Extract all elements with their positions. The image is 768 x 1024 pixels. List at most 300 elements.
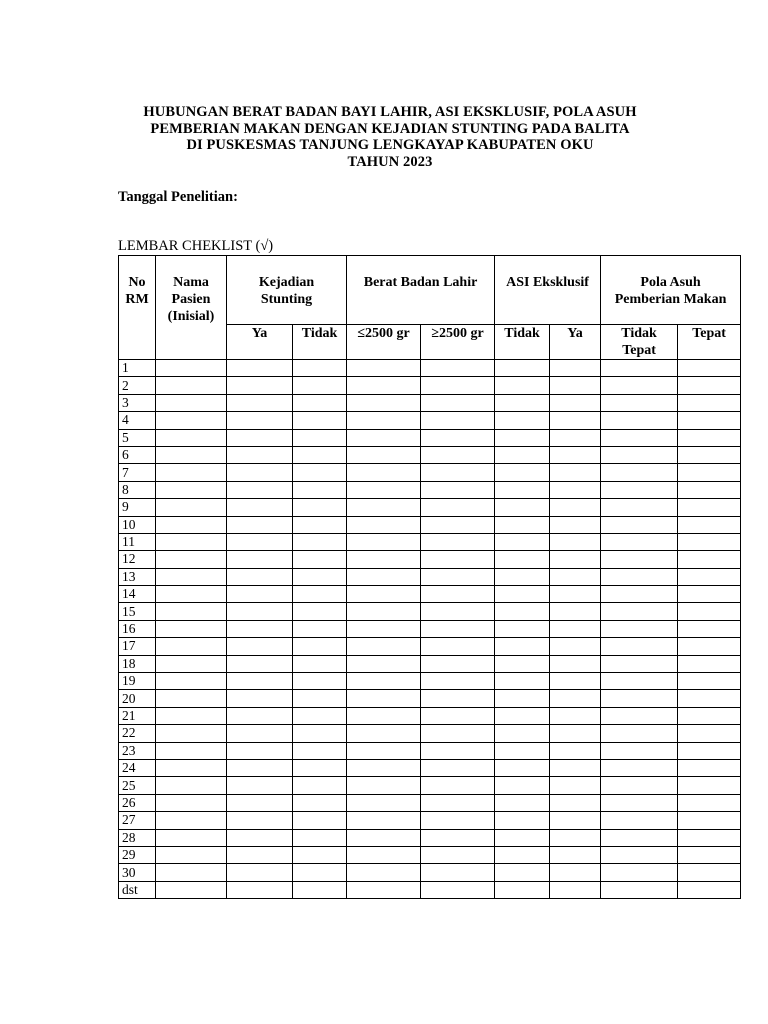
checklist-cell[interactable]: [421, 881, 495, 898]
checklist-cell[interactable]: [227, 707, 293, 724]
checklist-cell[interactable]: [156, 690, 227, 707]
checklist-cell[interactable]: [156, 673, 227, 690]
checklist-cell[interactable]: [495, 377, 550, 394]
checklist-cell[interactable]: [156, 446, 227, 463]
checklist-cell[interactable]: [678, 707, 741, 724]
checklist-cell[interactable]: [227, 516, 293, 533]
checklist-cell[interactable]: [601, 377, 678, 394]
checklist-cell[interactable]: [156, 846, 227, 863]
checklist-body: [119, 360, 741, 899]
checklist-cell[interactable]: [550, 533, 601, 550]
checklist-cell[interactable]: [347, 499, 421, 516]
checklist-cell[interactable]: [293, 464, 347, 481]
checklist-cell[interactable]: [601, 481, 678, 498]
checklist-cell[interactable]: [156, 864, 227, 881]
checklist-cell[interactable]: [347, 377, 421, 394]
checklist-cell[interactable]: [156, 777, 227, 794]
checklist-cell[interactable]: [678, 464, 741, 481]
checklist-cell[interactable]: [550, 690, 601, 707]
checklist-cell[interactable]: [678, 412, 741, 429]
header-kejadian-stunting: [227, 256, 347, 325]
checklist-cell[interactable]: [678, 446, 741, 463]
checklist-cell[interactable]: [550, 707, 601, 724]
checklist-cell[interactable]: [495, 777, 550, 794]
checklist-cell[interactable]: [227, 777, 293, 794]
checklist-cell[interactable]: [550, 777, 601, 794]
title-line: DI PUSKESMAS TANJUNG LENGKAYAP KABUPATEN OKU: [186, 137, 594, 153]
checklist-cell[interactable]: [347, 429, 421, 446]
checklist-cell[interactable]: [156, 499, 227, 516]
checklist-cell[interactable]: [421, 551, 495, 568]
checklist-cell[interactable]: [347, 603, 421, 620]
checklist-cell[interactable]: [601, 499, 678, 516]
checklist-cell[interactable]: [421, 603, 495, 620]
checklist-cell[interactable]: [678, 759, 741, 776]
checklist-cell[interactable]: [550, 481, 601, 498]
checklist-cell[interactable]: [421, 499, 495, 516]
checklist-cell[interactable]: [227, 881, 293, 898]
checklist-cell[interactable]: [156, 829, 227, 846]
checklist-cell[interactable]: [227, 655, 293, 672]
checklist-cell[interactable]: [293, 812, 347, 829]
checklist-cell[interactable]: [347, 794, 421, 811]
checklist-cell[interactable]: [601, 794, 678, 811]
checklist-cell[interactable]: [678, 360, 741, 377]
checklist-cell[interactable]: [421, 481, 495, 498]
checklist-cell[interactable]: [601, 690, 678, 707]
checklist-cell[interactable]: [421, 846, 495, 863]
checklist-cell[interactable]: [347, 586, 421, 603]
checklist-cell[interactable]: [550, 673, 601, 690]
checklist-cell[interactable]: [156, 551, 227, 568]
checklist-cell[interactable]: [550, 360, 601, 377]
checklist-cell[interactable]: [495, 638, 550, 655]
checklist-cell[interactable]: [495, 446, 550, 463]
checklist-cell[interactable]: [495, 481, 550, 498]
checklist-cell[interactable]: [678, 846, 741, 863]
checklist-cell[interactable]: [495, 360, 550, 377]
checklist-cell[interactable]: [156, 881, 227, 898]
checklist-cell[interactable]: [293, 412, 347, 429]
checklist-cell[interactable]: [550, 812, 601, 829]
checklist-cell[interactable]: [421, 586, 495, 603]
checklist-cell[interactable]: [678, 551, 741, 568]
checklist-cell[interactable]: [227, 829, 293, 846]
checklist-cell[interactable]: [293, 655, 347, 672]
checklist-cell[interactable]: [227, 499, 293, 516]
checklist-cell[interactable]: [156, 620, 227, 637]
checklist-cell[interactable]: [421, 429, 495, 446]
checklist-cell[interactable]: [550, 412, 601, 429]
checklist-cell[interactable]: [550, 829, 601, 846]
checklist-cell[interactable]: [156, 742, 227, 759]
checklist-cell[interactable]: [347, 638, 421, 655]
checklist-cell[interactable]: [293, 568, 347, 585]
checklist-cell[interactable]: [347, 464, 421, 481]
checklist-cell[interactable]: [678, 638, 741, 655]
header-pa-tidak-tepat: [601, 325, 678, 360]
table-row: [119, 568, 741, 585]
checklist-cell[interactable]: [347, 725, 421, 742]
checklist-cell[interactable]: [347, 516, 421, 533]
checklist-cell[interactable]: [601, 829, 678, 846]
checklist-cell[interactable]: [421, 707, 495, 724]
checklist-cell[interactable]: [550, 742, 601, 759]
checklist-cell[interactable]: [421, 516, 495, 533]
checklist-cell[interactable]: [347, 446, 421, 463]
checklist-cell[interactable]: [601, 655, 678, 672]
checklist-cell[interactable]: [227, 620, 293, 637]
header-berat-badan-lahir: [347, 256, 495, 325]
checklist-cell[interactable]: [550, 638, 601, 655]
checklist-cell[interactable]: [347, 412, 421, 429]
checklist-cell[interactable]: [601, 429, 678, 446]
checklist-cell[interactable]: [601, 881, 678, 898]
checklist-cell[interactable]: [421, 655, 495, 672]
checklist-cell[interactable]: [601, 846, 678, 863]
checklist-cell[interactable]: [601, 638, 678, 655]
checklist-cell[interactable]: [601, 586, 678, 603]
checklist-cell[interactable]: [421, 394, 495, 411]
checklist-cell[interactable]: [156, 794, 227, 811]
checklist-cell[interactable]: [227, 551, 293, 568]
checklist-cell[interactable]: [678, 829, 741, 846]
checklist-cell[interactable]: [156, 360, 227, 377]
checklist-cell[interactable]: [293, 429, 347, 446]
checklist-cell[interactable]: [421, 673, 495, 690]
checklist-cell[interactable]: [495, 673, 550, 690]
checklist-cell[interactable]: [495, 394, 550, 411]
checklist-cell[interactable]: [347, 673, 421, 690]
checklist-cell[interactable]: [293, 846, 347, 863]
checklist-cell[interactable]: [421, 829, 495, 846]
row-number: 11: [119, 533, 156, 550]
checklist-cell[interactable]: [421, 620, 495, 637]
checklist-cell[interactable]: [156, 586, 227, 603]
checklist-cell[interactable]: [550, 620, 601, 637]
checklist-cell[interactable]: [293, 446, 347, 463]
checklist-cell[interactable]: [601, 446, 678, 463]
checklist-cell[interactable]: [550, 551, 601, 568]
checklist-cell[interactable]: [421, 568, 495, 585]
checklist-cell[interactable]: [495, 412, 550, 429]
checklist-cell[interactable]: [347, 551, 421, 568]
checklist-cell[interactable]: [156, 603, 227, 620]
checklist-table: [118, 255, 741, 899]
row-number: dst: [119, 881, 156, 898]
checklist-cell[interactable]: [227, 464, 293, 481]
checklist-cell[interactable]: [550, 725, 601, 742]
checklist-cell[interactable]: [293, 864, 347, 881]
checklist-cell[interactable]: [293, 707, 347, 724]
checklist-cell[interactable]: [495, 864, 550, 881]
checklist-cell[interactable]: [550, 586, 601, 603]
checklist-cell[interactable]: [550, 446, 601, 463]
checklist-cell[interactable]: [678, 725, 741, 742]
checklist-cell[interactable]: [227, 603, 293, 620]
checklist-cell[interactable]: [227, 394, 293, 411]
checklist-cell[interactable]: [156, 638, 227, 655]
checklist-cell[interactable]: [421, 446, 495, 463]
checklist-cell[interactable]: [293, 533, 347, 550]
checklist-cell[interactable]: [678, 655, 741, 672]
checklist-cell[interactable]: [227, 673, 293, 690]
checklist-cell[interactable]: [495, 533, 550, 550]
checklist-cell[interactable]: [678, 481, 741, 498]
checklist-cell[interactable]: [678, 690, 741, 707]
checklist-cell[interactable]: [678, 673, 741, 690]
checklist-cell[interactable]: [678, 377, 741, 394]
checklist-cell[interactable]: [227, 568, 293, 585]
checklist-cell[interactable]: [421, 864, 495, 881]
checklist-cell[interactable]: [347, 881, 421, 898]
checklist-cell[interactable]: [495, 812, 550, 829]
header-text: Nama: [173, 275, 209, 290]
checklist-cell[interactable]: [347, 481, 421, 498]
checklist-cell[interactable]: [293, 638, 347, 655]
checklist-cell[interactable]: [550, 499, 601, 516]
checklist-cell[interactable]: [550, 516, 601, 533]
checklist-cell[interactable]: [550, 603, 601, 620]
checklist-cell[interactable]: [678, 429, 741, 446]
checklist-cell[interactable]: [156, 377, 227, 394]
checklist-cell[interactable]: [601, 620, 678, 637]
checklist-cell[interactable]: [227, 794, 293, 811]
checklist-cell[interactable]: [293, 586, 347, 603]
checklist-cell[interactable]: [601, 742, 678, 759]
table-row: [119, 846, 741, 863]
checklist-cell[interactable]: [678, 794, 741, 811]
table-row: [119, 533, 741, 550]
checklist-cell[interactable]: [347, 864, 421, 881]
checklist-cell[interactable]: [293, 481, 347, 498]
checklist-cell[interactable]: [601, 864, 678, 881]
checklist-cell[interactable]: [156, 568, 227, 585]
checklist-cell[interactable]: [601, 707, 678, 724]
checklist-cell[interactable]: [293, 603, 347, 620]
row-number: 18: [119, 655, 156, 672]
checklist-cell[interactable]: [156, 464, 227, 481]
checklist-cell[interactable]: [421, 742, 495, 759]
checklist-cell[interactable]: [421, 360, 495, 377]
checklist-cell[interactable]: [347, 533, 421, 550]
checklist-cell[interactable]: [495, 499, 550, 516]
checklist-cell[interactable]: [293, 499, 347, 516]
checklist-cell[interactable]: [421, 794, 495, 811]
checklist-cell[interactable]: [227, 533, 293, 550]
checklist-cell[interactable]: [421, 412, 495, 429]
checklist-cell[interactable]: [495, 881, 550, 898]
checklist-cell[interactable]: [347, 707, 421, 724]
checklist-cell[interactable]: [678, 586, 741, 603]
checklist-cell[interactable]: [601, 568, 678, 585]
checklist-cell[interactable]: [227, 759, 293, 776]
checklist-cell[interactable]: [601, 725, 678, 742]
checklist-cell[interactable]: [227, 446, 293, 463]
checklist-cell[interactable]: [293, 742, 347, 759]
checklist-cell[interactable]: [550, 464, 601, 481]
checklist-cell[interactable]: [495, 586, 550, 603]
header-bbl-le-2500: ≤2500 gr: [347, 325, 421, 360]
checklist-cell[interactable]: [601, 516, 678, 533]
checklist-cell[interactable]: [601, 812, 678, 829]
checklist-cell[interactable]: [347, 655, 421, 672]
header-text: Pola Asuh: [640, 275, 701, 290]
checklist-cell[interactable]: [495, 829, 550, 846]
checklist-cell[interactable]: [550, 794, 601, 811]
checklist-cell[interactable]: [227, 725, 293, 742]
checklist-cell[interactable]: [421, 533, 495, 550]
checklist-cell[interactable]: [550, 429, 601, 446]
checklist-cell[interactable]: [550, 759, 601, 776]
checklist-cell[interactable]: [347, 846, 421, 863]
checklist-cell[interactable]: [227, 742, 293, 759]
checklist-cell[interactable]: [678, 881, 741, 898]
checklist-cell[interactable]: [421, 464, 495, 481]
checklist-cell[interactable]: [293, 394, 347, 411]
checklist-cell[interactable]: [347, 759, 421, 776]
checklist-cell[interactable]: [156, 412, 227, 429]
checklist-cell[interactable]: [293, 829, 347, 846]
checklist-cell[interactable]: [293, 777, 347, 794]
checklist-cell[interactable]: [495, 516, 550, 533]
checklist-cell[interactable]: [495, 429, 550, 446]
checklist-cell[interactable]: [227, 846, 293, 863]
checklist-cell[interactable]: [293, 759, 347, 776]
checklist-cell[interactable]: [601, 777, 678, 794]
checklist-cell[interactable]: [495, 655, 550, 672]
checklist-cell[interactable]: [601, 412, 678, 429]
checklist-cell[interactable]: [495, 568, 550, 585]
checklist-cell[interactable]: [156, 481, 227, 498]
checklist-cell[interactable]: [601, 551, 678, 568]
checklist-cell[interactable]: [421, 777, 495, 794]
checklist-cell[interactable]: [550, 655, 601, 672]
checklist-cell[interactable]: [495, 551, 550, 568]
checklist-cell[interactable]: [550, 846, 601, 863]
checklist-cell[interactable]: [347, 620, 421, 637]
checklist-cell[interactable]: [293, 881, 347, 898]
checklist-cell[interactable]: [156, 812, 227, 829]
checklist-cell[interactable]: [495, 742, 550, 759]
checklist-cell[interactable]: [156, 759, 227, 776]
checklist-cell[interactable]: [421, 377, 495, 394]
checklist-cell[interactable]: [678, 499, 741, 516]
checklist-cell[interactable]: [227, 812, 293, 829]
checklist-cell[interactable]: [347, 812, 421, 829]
checklist-cell[interactable]: [156, 533, 227, 550]
checklist-cell[interactable]: [227, 429, 293, 446]
checklist-cell[interactable]: [347, 742, 421, 759]
checklist-cell[interactable]: [601, 464, 678, 481]
checklist-cell[interactable]: [495, 690, 550, 707]
checklist-cell[interactable]: [678, 603, 741, 620]
checklist-cell[interactable]: [678, 864, 741, 881]
checklist-cell[interactable]: [227, 586, 293, 603]
checklist-cell[interactable]: [293, 516, 347, 533]
table-row: [119, 516, 741, 533]
checklist-cell[interactable]: [156, 394, 227, 411]
checklist-cell[interactable]: [421, 690, 495, 707]
checklist-cell[interactable]: [293, 551, 347, 568]
checklist-cell[interactable]: [227, 412, 293, 429]
header-text: Tepat: [622, 343, 656, 358]
checklist-cell[interactable]: [550, 394, 601, 411]
checklist-cell[interactable]: [227, 864, 293, 881]
checklist-cell[interactable]: [347, 777, 421, 794]
checklist-cell[interactable]: [678, 516, 741, 533]
checklist-cell[interactable]: [227, 360, 293, 377]
checklist-cell[interactable]: [156, 707, 227, 724]
checklist-cell[interactable]: [156, 516, 227, 533]
checklist-cell[interactable]: [495, 725, 550, 742]
checklist-cell[interactable]: [347, 360, 421, 377]
checklist-cell[interactable]: [227, 690, 293, 707]
checklist-cell[interactable]: [347, 829, 421, 846]
checklist-cell[interactable]: [421, 759, 495, 776]
checklist-cell[interactable]: [601, 759, 678, 776]
checklist-cell[interactable]: [601, 360, 678, 377]
checklist-cell[interactable]: [347, 568, 421, 585]
checklist-cell[interactable]: [293, 620, 347, 637]
checklist-cell[interactable]: [293, 725, 347, 742]
checklist-cell[interactable]: [347, 394, 421, 411]
checklist-cell[interactable]: [550, 568, 601, 585]
checklist-cell[interactable]: [421, 725, 495, 742]
checklist-cell[interactable]: [227, 377, 293, 394]
checklist-cell[interactable]: [347, 690, 421, 707]
checklist-cell[interactable]: [421, 638, 495, 655]
checklist-cell[interactable]: [601, 603, 678, 620]
checklist-cell[interactable]: [293, 794, 347, 811]
checklist-cell[interactable]: [601, 673, 678, 690]
checklist-cell[interactable]: [421, 812, 495, 829]
checklist-cell[interactable]: [601, 533, 678, 550]
row-number: 8: [119, 481, 156, 498]
checklist-cell[interactable]: [293, 673, 347, 690]
checklist-cell[interactable]: [495, 707, 550, 724]
checklist-cell[interactable]: [678, 394, 741, 411]
checklist-cell[interactable]: [495, 794, 550, 811]
header-text: Pasien: [171, 292, 211, 307]
checklist-cell[interactable]: [495, 620, 550, 637]
checklist-cell[interactable]: [678, 812, 741, 829]
checklist-cell[interactable]: [678, 568, 741, 585]
checklist-cell[interactable]: [227, 638, 293, 655]
checklist-cell[interactable]: [678, 777, 741, 794]
checklist-cell[interactable]: [550, 864, 601, 881]
checklist-cell[interactable]: [495, 759, 550, 776]
checklist-cell[interactable]: [293, 690, 347, 707]
checklist-cell[interactable]: [495, 464, 550, 481]
checklist-cell[interactable]: [156, 725, 227, 742]
checklist-cell[interactable]: [156, 655, 227, 672]
checklist-cell[interactable]: [550, 881, 601, 898]
checklist-cell[interactable]: [678, 533, 741, 550]
table-row: [119, 673, 741, 690]
checklist-cell[interactable]: [495, 603, 550, 620]
checklist-cell[interactable]: [678, 620, 741, 637]
checklist-cell[interactable]: [550, 377, 601, 394]
checklist-cell[interactable]: [495, 846, 550, 863]
checklist-cell[interactable]: [156, 429, 227, 446]
row-number: 22: [119, 725, 156, 742]
checklist-cell[interactable]: [601, 394, 678, 411]
checklist-cell[interactable]: [678, 742, 741, 759]
checklist-cell[interactable]: [293, 360, 347, 377]
checklist-cell[interactable]: [293, 377, 347, 394]
checklist-cell[interactable]: [227, 481, 293, 498]
